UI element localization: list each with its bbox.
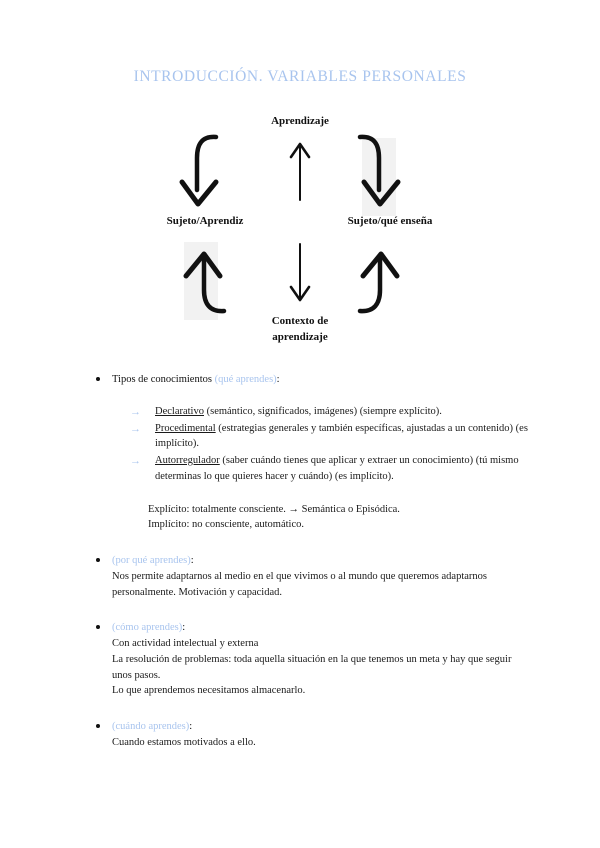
diagram-label-aprendizaje: Aprendizaje <box>271 115 329 127</box>
arrow-down-curved-top-left-icon <box>176 132 228 212</box>
bullet-dot <box>96 377 100 381</box>
arrow-up-straight-center-icon <box>280 138 320 204</box>
arrow-up-curved-bottom-left-icon <box>180 236 232 316</box>
section-por-que-aprendes <box>0 553 600 600</box>
paragraph: La resolución de problemas: toda aquella situación en la que tenemos un meta y hay que seguir unos pasos. <box>112 653 512 681</box>
section-cuando-aprendes <box>0 719 600 751</box>
section-heading <box>0 719 600 735</box>
term-description: (estrategias generales y también específicas, ajustadas a un contenido) (es implícito). <box>155 422 528 450</box>
heading-text-blue: (cómo aprendes) <box>112 622 183 634</box>
diagram-label-contexto-aprendizaje <box>252 314 348 346</box>
document-body <box>0 372 600 751</box>
term-description: (saber cuándo tienes que aplicar y extraer un conocimiento) (tú mismo determinas lo que quieres hacer y cuándo) (es implícito). <box>155 455 519 482</box>
heading-text-blue: (cuándo aprendes) <box>112 721 190 732</box>
contexto-line-1: Contexto de <box>271 315 329 327</box>
section-tipos-de-conocimientos <box>0 372 600 533</box>
term-label: Procedimental <box>155 422 216 434</box>
bullet-dot <box>96 625 100 629</box>
knowledge-type-list <box>0 404 600 485</box>
list-item <box>0 404 600 420</box>
paragraph: Cuando estamos motivados a ello. <box>112 736 256 748</box>
heading-text-blue: (por qué aprendes) <box>112 555 191 566</box>
list-item <box>0 421 600 453</box>
page-title: INTRODUCCIÓN. VARIABLES PERSONALES <box>133 68 467 85</box>
arrow-right-bullet-icon: → <box>130 405 141 418</box>
arrow-down-curved-top-right-icon <box>356 132 408 212</box>
arrow-right-bullet-icon: → <box>130 422 141 435</box>
term-description: (semántico, significados, imágenes) (siempre explícito). <box>203 405 442 417</box>
note-implicito: Implícito: no consciente, automático. <box>148 519 304 531</box>
section-heading <box>0 553 600 569</box>
term-label: Autorregulador <box>155 455 220 466</box>
paragraph: Nos permite adaptarnos al medio en el que vivimos o al mundo que queremos adaptarnos personalmente. Motivación y capacidad. <box>112 570 487 598</box>
heading-colon: : <box>182 622 186 634</box>
paragraph: Lo que aprendemos necesitamos almacenarlo. <box>112 685 306 697</box>
section-heading <box>0 372 600 388</box>
bullet-dot <box>96 724 100 728</box>
heading-text-black: Tipos de conocimientos <box>112 374 215 385</box>
heading-colon: : <box>190 555 194 566</box>
contexto-line-2: aprendizaje <box>272 330 328 343</box>
diagram-label-sujeto-aprendiz: Sujeto/Aprendiz <box>166 215 244 227</box>
list-item <box>0 453 600 485</box>
section-como-aprendes <box>0 620 600 699</box>
term-label: Declarativo <box>155 405 204 417</box>
note-explicito: Explícito: totalmente consciente. → Semántica o Episódica. <box>148 503 400 515</box>
arrow-up-curved-bottom-right-icon <box>356 236 408 316</box>
heading-colon: : <box>189 721 193 732</box>
paragraph: Con actividad intelectual y externa <box>112 638 259 649</box>
heading-colon: : <box>276 374 280 385</box>
bullet-dot <box>96 558 100 562</box>
diagram-label-sujeto-que-ensena: Sujeto/qué enseña <box>347 215 433 227</box>
heading-text-blue: (qué aprendes) <box>214 374 277 385</box>
section-heading <box>0 620 600 636</box>
arrow-down-straight-center-icon <box>280 240 320 306</box>
arrow-right-bullet-icon: → <box>130 455 141 467</box>
learning-cycle-diagram <box>120 108 480 358</box>
